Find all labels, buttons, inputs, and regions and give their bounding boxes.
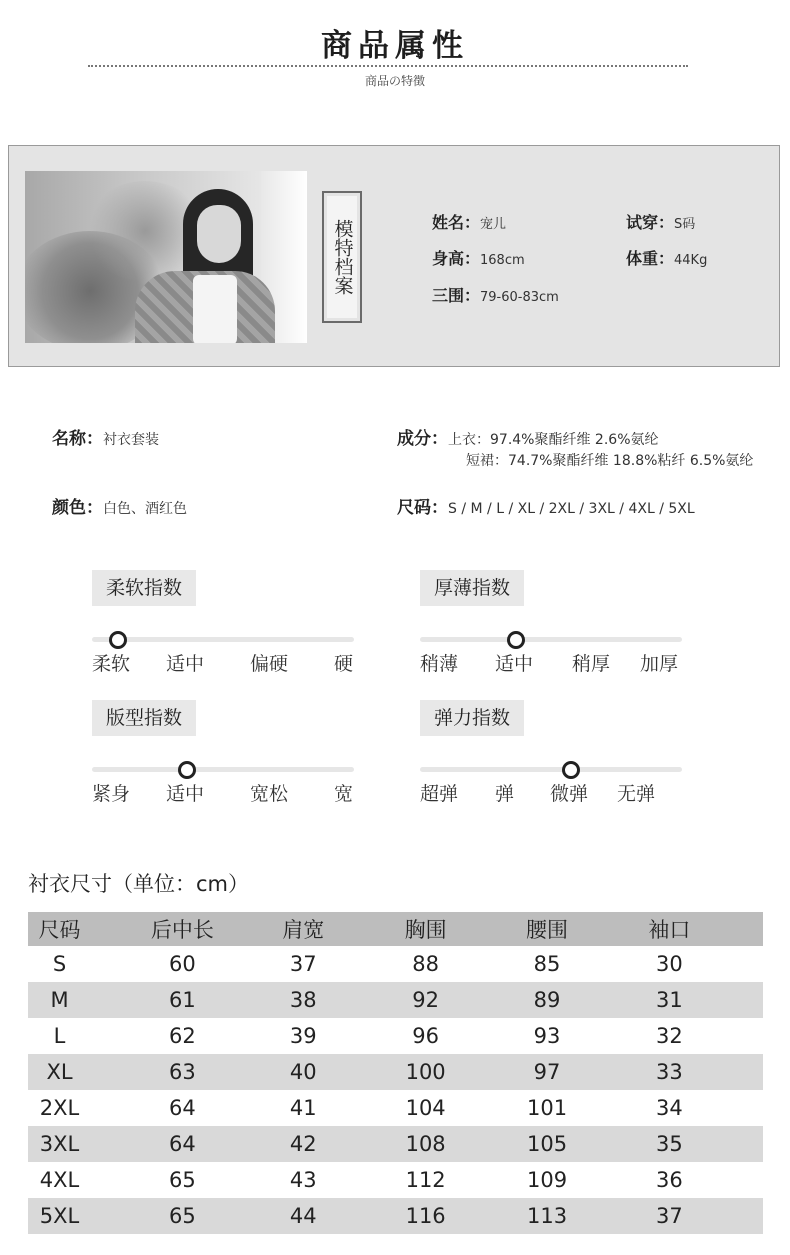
model-height-key: 身高： [432, 249, 481, 268]
elasticity-label-1: 超弹 [420, 783, 459, 805]
product-material-line-1: 上衣：97.4%聚酯纤维 2.6%氨纶 [448, 432, 659, 448]
col-header-chest: 胸围 [404, 918, 447, 942]
softness-label-3: 偏硬 [250, 653, 289, 675]
fit-index-title: 版型指数 [92, 700, 196, 736]
fit-label-1: 紧身 [92, 783, 131, 805]
model-weight-value: 44Kg [674, 253, 708, 268]
cell-size: 4XL [39, 1168, 80, 1192]
cell-waist: 93 [533, 1024, 561, 1048]
table-row [28, 946, 763, 982]
fit-label-4: 宽 [334, 783, 354, 805]
product-material-key: 成分： [397, 429, 448, 449]
softness-label-4: 硬 [334, 653, 354, 675]
cell-size: 5XL [39, 1204, 80, 1228]
page-subtitle: 商品の特徴 [364, 74, 425, 88]
model-name-value: 宠儿 [480, 217, 507, 232]
cell-waist: 85 [533, 952, 561, 976]
thickness-label-4: 加厚 [640, 653, 679, 675]
thickness-index-marker [507, 631, 525, 649]
elasticity-index [420, 700, 682, 810]
cell-size: S [52, 952, 67, 976]
product-sizes-key: 尺码： [397, 498, 448, 518]
fit-index-track [92, 767, 354, 772]
table-row [28, 1018, 763, 1054]
col-header-cuff: 袖口 [648, 918, 691, 942]
softness-label-1: 柔软 [92, 653, 131, 675]
table-row [28, 1126, 763, 1162]
table-row [28, 982, 763, 1018]
elasticity-label-2: 弹 [495, 783, 515, 805]
cell-cuff: 32 [656, 1024, 683, 1048]
cell-waist: 97 [533, 1060, 561, 1084]
model-name-key: 姓名： [432, 213, 481, 232]
fit-index-marker [178, 761, 196, 779]
softness-index-title: 柔软指数 [92, 570, 196, 606]
page-title: 商品属性 [321, 28, 469, 64]
product-color-value: 白色、酒红色 [103, 501, 187, 517]
model-weight [626, 246, 707, 269]
cell-size: 2XL [39, 1096, 80, 1120]
thickness-index [420, 570, 682, 680]
softness-index [92, 570, 354, 680]
model-height-value: 168cm [480, 253, 525, 268]
cell-shoulder: 43 [289, 1168, 317, 1192]
product-color [52, 493, 187, 518]
model-profile-tag [322, 191, 362, 323]
cell-size: 3XL [39, 1132, 80, 1156]
product-material [397, 424, 659, 449]
cell-cuff: 37 [656, 1204, 683, 1228]
model-tryon-key: 试穿： [626, 213, 675, 232]
elasticity-label-4: 无弹 [617, 783, 656, 805]
softness-index-marker [109, 631, 127, 649]
cell-cuff: 31 [656, 988, 683, 1012]
cell-back-length: 61 [168, 988, 196, 1012]
cell-waist: 89 [533, 988, 561, 1012]
size-table-header [28, 912, 763, 946]
cell-size: L [53, 1024, 66, 1048]
cell-chest: 112 [405, 1168, 446, 1192]
cell-waist: 113 [527, 1204, 568, 1228]
cell-back-length: 63 [168, 1060, 196, 1084]
cell-chest: 116 [405, 1204, 446, 1228]
product-name-value: 衬衣套装 [103, 432, 159, 448]
model-measure-value: 79-60-83cm [480, 290, 559, 305]
model-name [432, 210, 506, 233]
model-height [432, 246, 525, 269]
cell-back-length: 64 [168, 1132, 196, 1156]
cell-shoulder: 38 [289, 988, 317, 1012]
thickness-label-1: 稍薄 [420, 653, 459, 675]
cell-waist: 105 [527, 1132, 568, 1156]
cell-shoulder: 39 [289, 1024, 317, 1048]
cell-chest: 92 [412, 988, 439, 1012]
cell-back-length: 60 [168, 952, 196, 976]
cell-waist: 101 [527, 1096, 568, 1120]
cell-shoulder: 40 [289, 1060, 317, 1084]
softness-index-track [92, 637, 354, 642]
cell-size: XL [46, 1060, 73, 1084]
product-name-key: 名称： [52, 429, 103, 449]
elasticity-index-title: 弹力指数 [420, 700, 524, 736]
fit-label-3: 宽松 [250, 783, 289, 805]
product-material-line-2: 短裙：74.7%聚酯纤维 18.8%粘纤 6.5%氨纶 [466, 453, 754, 469]
cell-back-length: 64 [168, 1096, 196, 1120]
fit-index [92, 700, 354, 810]
product-sizes [397, 493, 695, 518]
cell-chest: 108 [405, 1132, 446, 1156]
model-photo [25, 171, 307, 343]
cell-waist: 109 [527, 1168, 568, 1192]
elasticity-index-marker [562, 761, 580, 779]
cell-size: M [50, 988, 69, 1012]
cell-cuff: 30 [656, 952, 683, 976]
table-row [28, 1198, 763, 1234]
product-name [52, 424, 159, 449]
model-profile-panel [8, 145, 780, 367]
model-weight-key: 体重： [626, 249, 675, 268]
cell-back-length: 65 [168, 1168, 196, 1192]
table-row [28, 1054, 763, 1090]
col-header-size: 尺码 [38, 918, 81, 942]
cell-cuff: 36 [656, 1168, 683, 1192]
fit-label-2: 适中 [166, 783, 205, 805]
thickness-index-track [420, 637, 682, 642]
cell-shoulder: 37 [289, 952, 317, 976]
size-table-title: 衬衣尺寸（单位：cm） [28, 872, 250, 896]
cell-shoulder: 44 [289, 1204, 317, 1228]
title-divider [88, 65, 688, 67]
thickness-index-title: 厚薄指数 [420, 570, 524, 606]
col-header-waist: 腰围 [526, 918, 569, 942]
cell-chest: 88 [412, 952, 439, 976]
cell-cuff: 35 [656, 1132, 683, 1156]
cell-cuff: 33 [656, 1060, 683, 1084]
softness-label-2: 适中 [166, 653, 205, 675]
elasticity-label-3: 微弹 [550, 783, 589, 805]
cell-back-length: 65 [168, 1204, 196, 1228]
product-sizes-value: S / M / L / XL / 2XL / 3XL / 4XL / 5XL [448, 501, 695, 517]
cell-chest: 96 [412, 1024, 439, 1048]
table-row [28, 1090, 763, 1126]
model-measurements [432, 283, 559, 306]
product-color-key: 颜色： [52, 498, 103, 518]
model-profile-tag-text: 模特档案 [327, 196, 357, 318]
table-row [28, 1162, 763, 1198]
col-header-shoulder: 肩宽 [282, 918, 325, 942]
model-measure-key: 三围： [432, 286, 481, 305]
col-header-back-length: 后中长 [150, 918, 214, 942]
elasticity-index-track [420, 767, 682, 772]
cell-shoulder: 41 [289, 1096, 317, 1120]
cell-chest: 100 [405, 1060, 446, 1084]
cell-back-length: 62 [168, 1024, 196, 1048]
cell-chest: 104 [405, 1096, 446, 1120]
model-tryon [626, 210, 695, 233]
cell-cuff: 34 [656, 1096, 683, 1120]
size-table [28, 912, 763, 1234]
thickness-label-2: 适中 [495, 653, 534, 675]
model-tryon-value: S码 [674, 217, 696, 232]
cell-shoulder: 42 [289, 1132, 317, 1156]
thickness-label-3: 稍厚 [572, 653, 611, 675]
